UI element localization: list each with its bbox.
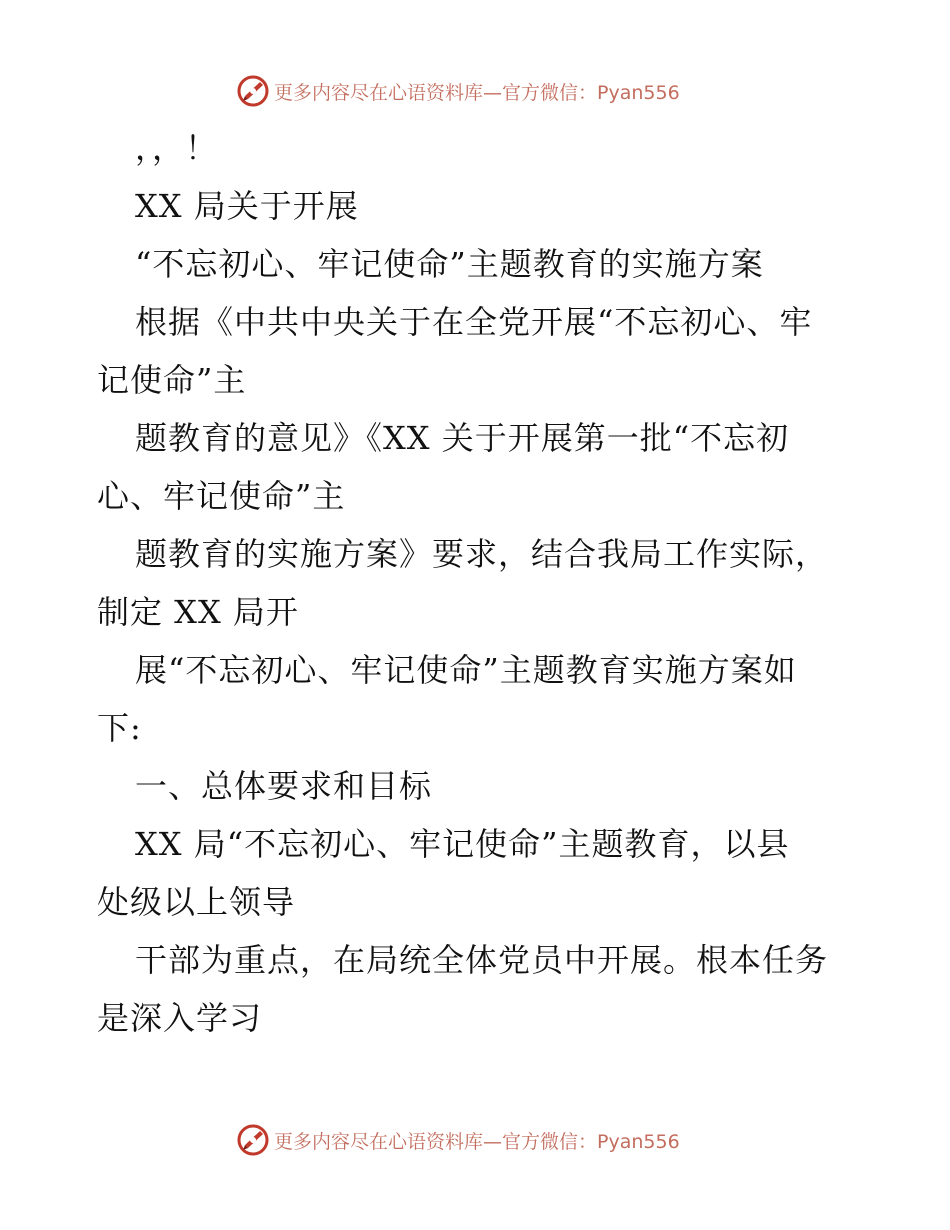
text-line-13: XX 局“不忘初心、牢记使命”主题教育，以县 <box>135 825 790 863</box>
header-watermark-banner <box>236 71 680 111</box>
text-line-4: 根据《中共中央关于在全党开展“不忘初心、牢 <box>135 303 813 341</box>
text-line-7: 心、牢记使命”主 <box>97 477 346 515</box>
footer-watermark-banner <box>236 1120 680 1160</box>
text-line-5: 记使命”主 <box>97 361 247 399</box>
pen-logo-icon <box>236 1123 270 1157</box>
section-heading: 一、总体要求和目标 <box>135 767 433 805</box>
document-title: “不忘初心、牢记使命”主题教育的实施方案 <box>135 245 764 283</box>
text-line-14: 处级以上领导 <box>97 883 296 921</box>
text-line-15: 干部为重点，在局统全体党员中开展。根本任务 <box>135 941 829 979</box>
text-line-10: 展“不忘初心、牢记使命”主题教育实施方案如 <box>135 651 797 689</box>
text-line-9: 制定 XX 局开 <box>97 593 299 631</box>
text-line-16: 是深入学习 <box>97 999 263 1037</box>
text-line-2: XX 局关于开展 <box>135 187 359 225</box>
text-line-1: ，，！ <box>135 129 219 167</box>
text-line-6: 题教育的意见》《XX 关于开展第一批“不忘初 <box>135 419 790 457</box>
watermark-text: 更多内容尽在心语资料库—官方微信：Pyan556 <box>274 81 680 104</box>
watermark-text: 更多内容尽在心语资料库—官方微信：Pyan556 <box>274 1130 680 1153</box>
pen-logo-icon <box>236 74 270 108</box>
text-line-11: 下: <box>97 709 142 747</box>
text-line-8: 题教育的实施方案》要求，结合我局工作实际， <box>135 535 829 573</box>
